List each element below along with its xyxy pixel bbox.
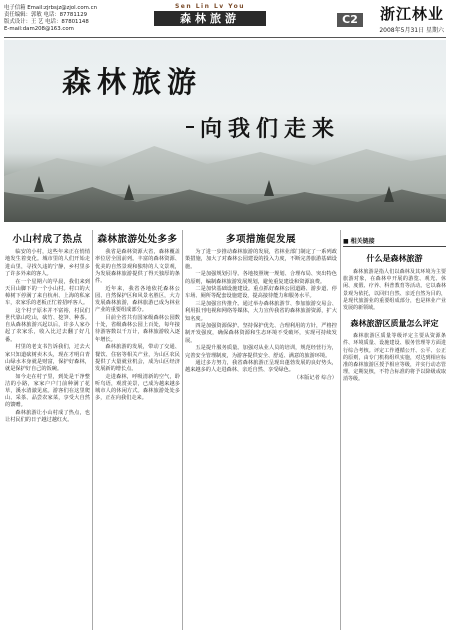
sidebar-body-2 <box>343 333 446 383</box>
contact-info <box>4 5 97 33</box>
article-column-3 <box>185 228 337 636</box>
column-divider <box>182 230 183 630</box>
contact-line: E-mail:dam208@163.com <box>4 26 74 32</box>
section-pinyin: Sen Lin Lv You <box>174 3 245 10</box>
article-paragraph: 村里的老支书告诉我们，过去大家只知道砍树卖木头，现在才明白青山绿水本身就是财富，保护好森林，就是保护好自己的饭碗。 <box>5 344 90 372</box>
headline-line-1: 森林旅游 <box>62 65 203 99</box>
sidebar-paragraph: 森林旅游区质量等级评定主要从资源条件、环境质量、设施建设、服务管理等方面进行综合考核。评定工作遵循公开、公平、公正的原则，由专门机构组织实施，对达到相应标准的森林旅游区授予相应等级，并实行动态管理，定期复核，不符合标准的将予以降级或取消等级。 <box>343 333 446 383</box>
article-paragraph: 一是加强规划引导。各地按照统一规划、合理布局、突出特色的原则，编制森林旅游发展规划，避免重复建设和资源浪费。 <box>185 271 337 285</box>
sidebar-related-links <box>343 228 446 636</box>
sidebar-title-2: 森林旅游区质量怎么评定 <box>350 318 439 329</box>
issue-date: 2008年5月31日 星期六 <box>379 27 444 34</box>
contact-line: 电子信箱 Email:zjrbsjz@zjol.com.cn <box>4 5 97 11</box>
article-paragraph: 我省是森林资源大省，森林覆盖率位居全国前列。丰富的森林资源、优美的自然景观和独特的人文景观，为发展森林旅游提供了得天独厚的条件。 <box>95 249 180 285</box>
article-paragraph: 二是加快基础设施建设。重点抓好森林公园道路、游步道、停车场、厕所等配套设施建设，提高接待能力和服务水平。 <box>185 286 337 300</box>
article-paragraph: 这个村子原本并不富裕，村民们世代靠山吃山，砍竹、挖笋、种茶。自从森林旅游兴起以后，许多人家办起了农家乐，收入比过去翻了好几番。 <box>5 307 90 343</box>
section-title: 森林旅游 <box>154 11 266 26</box>
column-divider <box>340 230 341 630</box>
article-paragraph: 三是加强宣传推介。通过举办森林旅游节、参加旅游交易会、利用报刊电视和网络等媒体，大力宣传我省的森林旅游资源，扩大知名度。 <box>185 301 337 322</box>
page-number: C2 <box>337 13 363 27</box>
sidebar-tag: ■ 相关链接 <box>343 236 446 247</box>
article-title: 小山村成了热点 <box>12 234 83 245</box>
article-paragraph: 为了进一步推动森林旅游的发展，省林业部门制定了一系列政策措施，加大了对森林公园建设的投入力度，不断完善旅游基础设施。 <box>185 249 337 270</box>
masthead-rule <box>4 37 446 38</box>
hero-photo <box>4 40 446 222</box>
section-banner <box>150 3 270 26</box>
newspaper-logo: 浙江林业 <box>379 5 444 23</box>
article-paragraph: 目前全省共有国家级森林公园数十处，省级森林公园上百处，每年接待游客数以千万计，森林旅游收入逐年增长。 <box>95 315 180 343</box>
article-paragraph: 五是提升服务质量。加强对从业人员的培训，规范经营行为，完善安全管理制度，为游客提供安全、舒适、满意的旅游环境。 <box>185 345 337 359</box>
article-paragraph: 通过多方努力，我省森林旅游正呈现出蓬勃发展的良好势头，越来越多的人走进森林、亲近自然、享受绿色。 <box>185 360 337 374</box>
article-paragraph: 森林旅游让小山村成了热点，也让村民们的日子越过越红火。 <box>5 410 90 424</box>
article-column-1 <box>5 228 90 636</box>
tree-shape <box>34 176 44 192</box>
article-paragraph: 四是加强资源保护。坚持保护优先、合理利用的方针，严格控制开发强度，确保森林资源和生态环境不受破坏，实现可持续发展。 <box>185 323 337 344</box>
article-paragraph: 近年来，我省各地依托森林公园、自然保护区和风景名胜区，大力发展森林旅游，森林旅游已成为林业产业的重要组成部分。 <box>95 285 180 314</box>
contact-line: 版式设计：王 艺 电话：87801148 <box>4 19 89 25</box>
column-divider <box>92 230 93 630</box>
article-paragraph: 在一个星期六的早晨，我们来到天目山脚下的一个小山村。村口的大樟树下停满了来自杭州、上海的私家车，农家乐的老板正忙着招呼客人。 <box>5 278 90 307</box>
contact-line: 责任编辑：郭敏 电话：87781129 <box>4 12 88 18</box>
sidebar-body-1 <box>343 269 446 312</box>
tree-shape <box>384 186 394 202</box>
headline-line-2: 向我们走来 <box>200 112 340 143</box>
article-paragraph: 临安的小村，这些年来正在悄悄地发生着变化。城市里的人们开始走进山里，寻找久违的宁静，乡村里多了许多外来的客人。 <box>5 249 90 277</box>
article-paragraph: 走进森林，呼吸清新的空气，聆听鸟语，观赏美景，已成为越来越多城市人的休闲方式。森林旅游处处多多，正在向我们走来。 <box>95 373 180 402</box>
masthead <box>0 0 450 44</box>
article-paragraph: 森林旅游的发展，带动了交通、餐饮、住宿等相关产业，为山区农民提供了大量就业机会，成为山区经济发展新的增长点。 <box>95 344 180 372</box>
article-paragraph: 如今走在村子里，到处是干净整洁的小路，家家户户门前种满了花草，溪水清澈见底。游客们在这里爬山、采茶、品尝农家菜，享受大自然的馈赠。 <box>5 373 90 409</box>
article-title: 多项措施促发展 <box>225 234 296 245</box>
sidebar-title-1: 什么是森林旅游 <box>366 253 423 263</box>
article-title: 森林旅游处处多多 <box>97 234 178 245</box>
tree-shape <box>124 184 134 200</box>
article-author: （本版记者 综合） <box>293 375 337 382</box>
article-column-2 <box>95 228 180 636</box>
sidebar-paragraph: 森林旅游是指人们以森林及其环境为主要旅游对象，在森林中开展的游览、观光、休闲、度假、疗养、科普教育等活动。它以森林景观为依托，以回归自然、亲近自然为目的，是现代旅游业的重要组成部分，也是林业产业发展的新领域。 <box>343 269 446 312</box>
distant-mountains <box>4 134 446 194</box>
tree-shape <box>264 180 274 196</box>
